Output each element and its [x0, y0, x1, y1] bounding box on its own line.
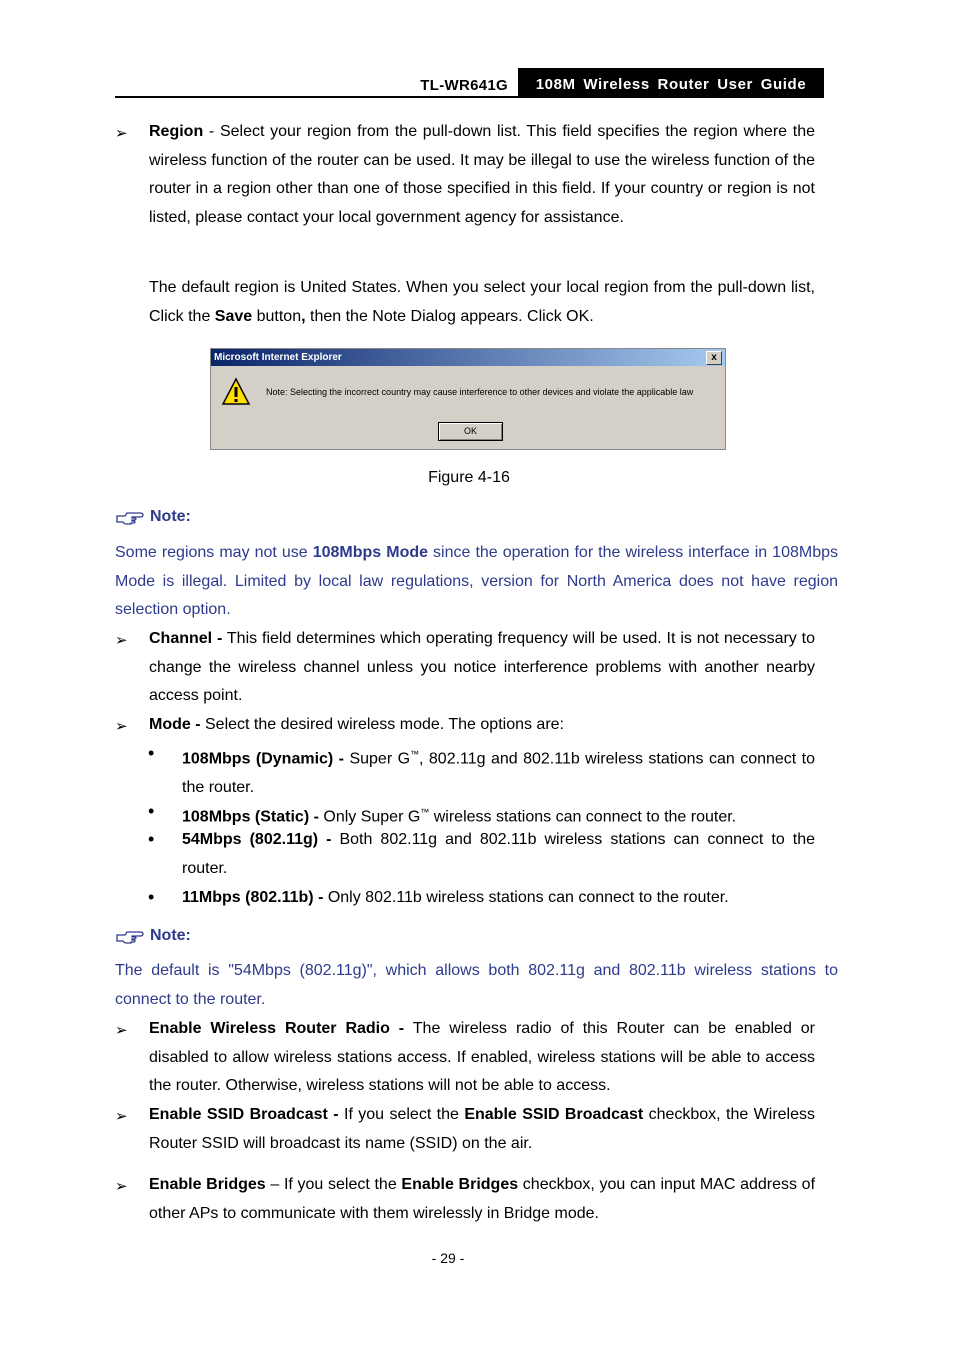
- arrow-bullet-icon: ➢: [115, 1022, 128, 1039]
- mode-paragraph: Mode - Select the desired wireless mode. The options are:: [149, 716, 564, 733]
- dialog-titlebar: Microsoft Internet Explorer x: [211, 349, 725, 366]
- mode-option: 11Mbps (802.11b) - Only 802.11b wireless stations can connect to the router.: [182, 889, 729, 906]
- dot-bullet-icon: •: [148, 887, 155, 907]
- note2-text: The default is "54Mbps (802.11g)", which allows both 802.11g and 802.11b wireless stations to connect to the router.: [115, 962, 838, 1008]
- note-heading: Note:: [116, 508, 191, 526]
- page-number: - 29 -: [431, 1250, 465, 1266]
- dot-bullet-icon: •: [148, 743, 155, 763]
- close-icon[interactable]: x: [706, 351, 722, 365]
- mode-option: 108Mbps (Static) - Only Super G™ wireless stations can connect to the router.: [182, 807, 737, 826]
- region-paragraph: Region - Select your region from the pull-down list. This field specifies the region where the wireless function of the router can be used. It may be illegal to use the wireless function of the router in a region other than one of those specified in this field. If your country or region is not listed, please contact your local government agency for assistance.: [149, 123, 815, 227]
- arrow-bullet-icon: ➢: [115, 718, 128, 735]
- pointing-hand-icon: [116, 927, 144, 945]
- page-header: [115, 68, 824, 98]
- arrow-bullet-icon: ➢: [115, 1178, 128, 1195]
- pointing-hand-icon: [116, 508, 144, 526]
- dot-bullet-icon: •: [148, 801, 155, 821]
- header-model: TL-WR641G: [420, 77, 508, 94]
- ie-note-dialog: [210, 348, 726, 450]
- mode-option: 108Mbps (Dynamic) - Super G™, 802.11g and 802.11b wireless stations can connect to the router.: [182, 749, 815, 797]
- ssid-paragraph: Enable SSID Broadcast - If you select the Enable SSID Broadcast checkbox, the Wireless Router SSID will broadcast its name (SSID) on the air.: [149, 1106, 816, 1152]
- arrow-bullet-icon: ➢: [115, 1108, 128, 1125]
- bridges-paragraph: Enable Bridges – If you select the Enable Bridges checkbox, you can input MAC address of other APs to communicate with them wirelessly in Bridge mode.: [149, 1176, 816, 1222]
- note1-text: Some regions may not use 108Mbps Mode since the operation for the wireless interface in 108Mbps Mode is illegal. Limited by local law regulations, version for North America does not have region selection option.: [115, 544, 839, 619]
- region-term: Region: [149, 123, 204, 140]
- ok-button[interactable]: OK: [438, 422, 503, 441]
- figure-caption: Figure 4-16: [428, 469, 510, 486]
- default-region-paragraph: The default region is United States. When you select your local region from the pull-down list, Click the Save button, then the Note Dialog appears. Click OK.: [149, 279, 815, 325]
- radio-paragraph: Enable Wireless Router Radio - The wireless radio of this Router can be enabled or disabled to allow wireless stations access. If enabled, wireless stations will be able to access the router. Otherwise, wireless stations will not be able to access.: [149, 1020, 815, 1095]
- header-guide-title: 108M Wireless Router User Guide: [518, 68, 824, 96]
- note-heading: Note:: [116, 927, 191, 945]
- arrow-bullet-icon: ➢: [115, 632, 128, 649]
- dialog-message: Note: Selecting the incorrect country may cause interference to other devices and violate the applicable law: [266, 387, 694, 397]
- warning-icon: [221, 377, 251, 407]
- dot-bullet-icon: •: [148, 829, 155, 849]
- arrow-bullet-icon: ➢: [115, 125, 128, 142]
- mode-option: 54Mbps (802.11g) - Both 802.11g and 802.11b wireless stations can connect to the router.: [182, 831, 815, 877]
- channel-paragraph: Channel - This field determines which operating frequency will be used. It is not necessary to change the wireless channel unless you notice interference problems with another nearby access point.: [149, 630, 816, 705]
